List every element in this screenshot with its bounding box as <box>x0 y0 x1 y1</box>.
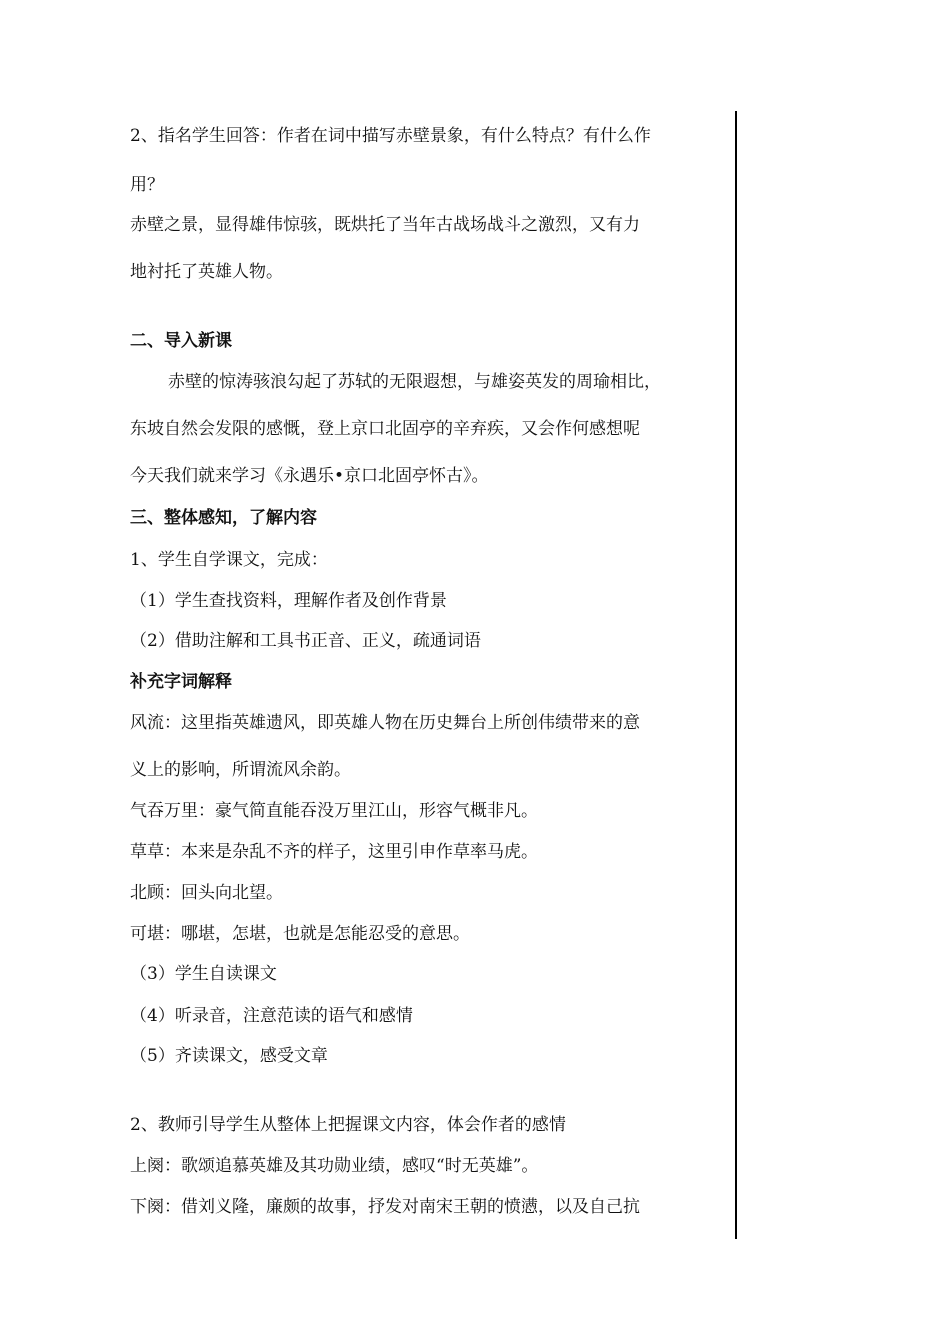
paragraph-line: （5）齐读课文，感受文章 <box>130 1046 328 1066</box>
paragraph-line: 义上的影响，所谓流风余韵。 <box>130 760 351 780</box>
subsection-heading: 补充字词解释 <box>130 672 232 692</box>
paragraph-line: 赤壁的惊涛骇浪勾起了苏轼的无限遐想，与雄姿英发的周瑜相比， <box>168 372 661 392</box>
paragraph-line: 东坡自然会发限的感慨，登上京口北固亭的辛弃疾，又会作何感想呢 <box>130 419 640 439</box>
paragraph-line: 今天我们就来学习《永遇乐•京口北固亭怀古》。 <box>130 466 489 486</box>
paragraph-line: 赤壁之景，显得雄伟惊骇，既烘托了当年古战场战斗之激烈，又有力 <box>130 215 640 235</box>
paragraph-line: 用？ <box>130 175 164 195</box>
vertical-rule <box>735 111 737 1239</box>
paragraph-line: 2、教师引导学生从整体上把握课文内容，体会作者的感情 <box>130 1115 566 1135</box>
paragraph-line: （1）学生查找资料，理解作者及创作背景 <box>130 591 447 611</box>
paragraph-line: （4）听录音，注意范读的语气和感情 <box>130 1006 413 1026</box>
paragraph-line: 1、学生自学课文，完成： <box>130 550 328 570</box>
paragraph-line: 草草：本来是杂乱不齐的样子，这里引申作草率马虎。 <box>130 842 538 862</box>
paragraph-line: 下阕：借刘义隆，廉颇的故事，抒发对南宋王朝的愤懑，以及自己抗 <box>130 1197 640 1217</box>
paragraph-line: （2）借助注解和工具书正音、正义，疏通词语 <box>130 631 481 651</box>
section-heading: 三、整体感知，了解内容 <box>130 508 317 528</box>
paragraph-line: 上阕：歌颂追慕英雄及其功勋业绩，感叹“时无英雄”。 <box>130 1156 539 1176</box>
section-heading: 二、导入新课 <box>130 331 232 351</box>
paragraph-line: 北顾：回头向北望。 <box>130 883 283 903</box>
paragraph-line: 地衬托了英雄人物。 <box>130 262 283 282</box>
paragraph-line: （3）学生自读课文 <box>130 964 277 984</box>
paragraph-line: 可堪：哪堪，怎堪，也就是怎能忍受的意思。 <box>130 924 470 944</box>
paragraph-line: 风流：这里指英雄遗风，即英雄人物在历史舞台上所创伟绩带来的意 <box>130 713 640 733</box>
paragraph-line: 2、指名学生回答：作者在词中描写赤壁景象，有什么特点？有什么作 <box>130 126 651 146</box>
paragraph-line: 气吞万里：豪气简直能吞没万里江山，形容气概非凡。 <box>130 801 538 821</box>
